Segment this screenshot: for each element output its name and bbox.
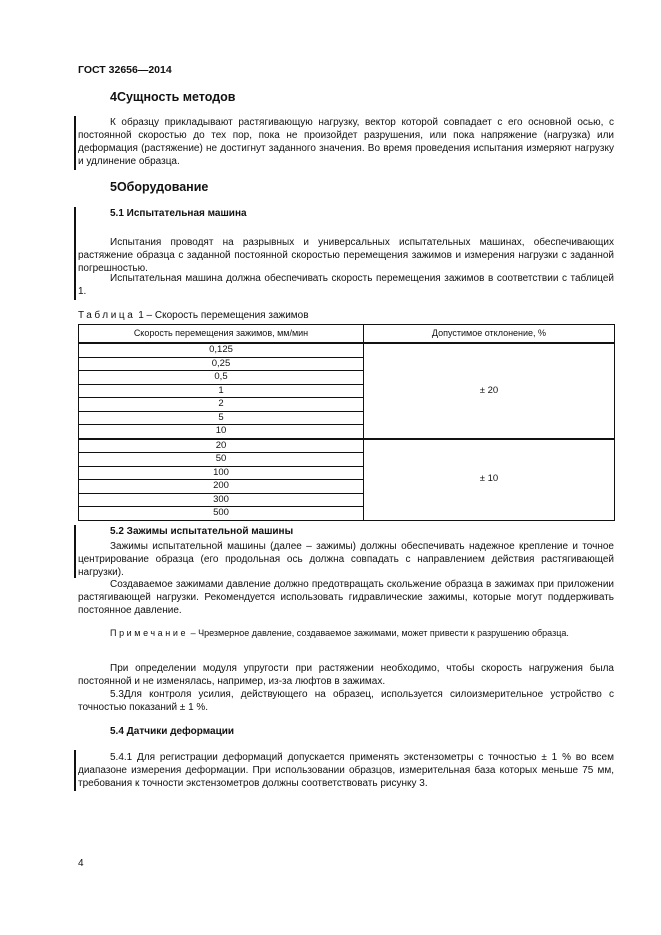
section-5-2-paragraph-2: Создаваемое зажимами давление должно предотвращать скольжение образца в зажимах при приложении растягивающей нагрузки. Рекомендуется использовать гидравлические зажимы, которые могут поддерживать постоянное давление. [78,579,614,616]
section-5-2-paragraph-3: При определении модуля упругости при растяжении необходимо, чтобы скорость нагружения была постоянной и не изменялась, например, из-за люфтов в зажимах. [78,663,614,687]
table-header-row [79,325,615,344]
speed-cell: 300 [79,493,364,507]
note-label: Примечание [110,628,189,638]
speed-cell: 0,25 [79,357,364,371]
speed-table [78,324,615,521]
speed-cell: 10 [79,425,364,439]
speed-cell: 50 [79,453,364,467]
section-5-1-paragraph-2: Испытательная машина должна обеспечивать скорость перемещения зажимов в соответствии с таблицей 1. [78,273,614,297]
speed-cell: 0,125 [79,343,364,357]
document-header: ГОСТ 32656—2014 [78,64,172,76]
section-5-2-paragraph-1: Зажимы испытательной машины (далее – зажимы) должны обеспечивать надежное крепление и точное центрирование образца (его продольная ось должна совпадать с направлением действия растягивающей нагрузки). [78,541,614,578]
section-4-text: К образцу прикладывают растягивающую нагрузку, вектор которой совпадает с его основной осью, с постоянной скоростью до тех пор, пока не произойдет разрушения, или пока напряжение (нагрузка) или деформация (растяжение) не достигнут заданного значения. Во время проведения испытания измеряют нагрузку и удлинение образца. [78,117,614,167]
section-4-title: 4Сущность методов [110,90,236,104]
change-bar [74,750,76,791]
speed-cell: 20 [79,439,364,453]
change-bar [74,525,76,578]
page-number: 4 [78,858,84,869]
table-caption-text: 1 – Скорость перемещения зажимов [135,310,309,321]
table-caption-label: Таблица [78,310,136,321]
section-5-2-title: 5.2 Зажимы испытательной машины [110,526,294,537]
speed-cell: 2 [79,398,364,412]
section-5-4-1-paragraph: 5.4.1 Для регистрации деформаций допускается применять экстензометры с точностью ± 1 % во всем диапазоне измерения деформации. При использовании образцов, измерительная база которых меньше 75 мм, требования к точности экстензометров должны соответствовать рисунку 3. [78,752,614,789]
speed-cell: 5 [79,411,364,425]
note-text: – Чрезмерное давление, создаваемое зажимами, может привести к разрушению образца. [188,628,569,638]
section-5-2-note [78,627,614,640]
speed-cell: 1 [79,384,364,398]
table-header-tolerance: Допустимое отклонение, % [364,325,615,344]
table-row [79,439,615,453]
table-1-caption [78,310,309,321]
section-5-1-paragraph-1: Испытания проводят на разрывных и универсальных испытательных машинах, обеспечивающих растяжение образца с заданной постоянной скоростью перемещения зажимов и измерения нагрузки с заданной погрешностью. [78,237,614,274]
speed-cell: 200 [79,480,364,494]
section-5-1-title: 5.1 Испытательная машина [110,208,247,219]
speed-cell: 500 [79,507,364,521]
table-header-speed: Скорость перемещения зажимов, мм/мин [79,325,364,344]
speed-cell: 0,5 [79,371,364,385]
change-bar [74,116,76,170]
section-5-4-title: 5.4 Датчики деформации [110,726,235,737]
table-row [79,343,615,357]
change-bar [74,207,76,300]
section-5-3-paragraph: 5.3Для контроля усилия, действующего на образец, используется силоизмерительное устройство с точностью показаний ± 1 %. [78,689,614,713]
section-5-title: 5Оборудование [110,180,209,194]
speed-cell: 100 [79,466,364,480]
tolerance-cell: ± 20 [364,343,615,439]
tolerance-cell: ± 10 [364,439,615,521]
